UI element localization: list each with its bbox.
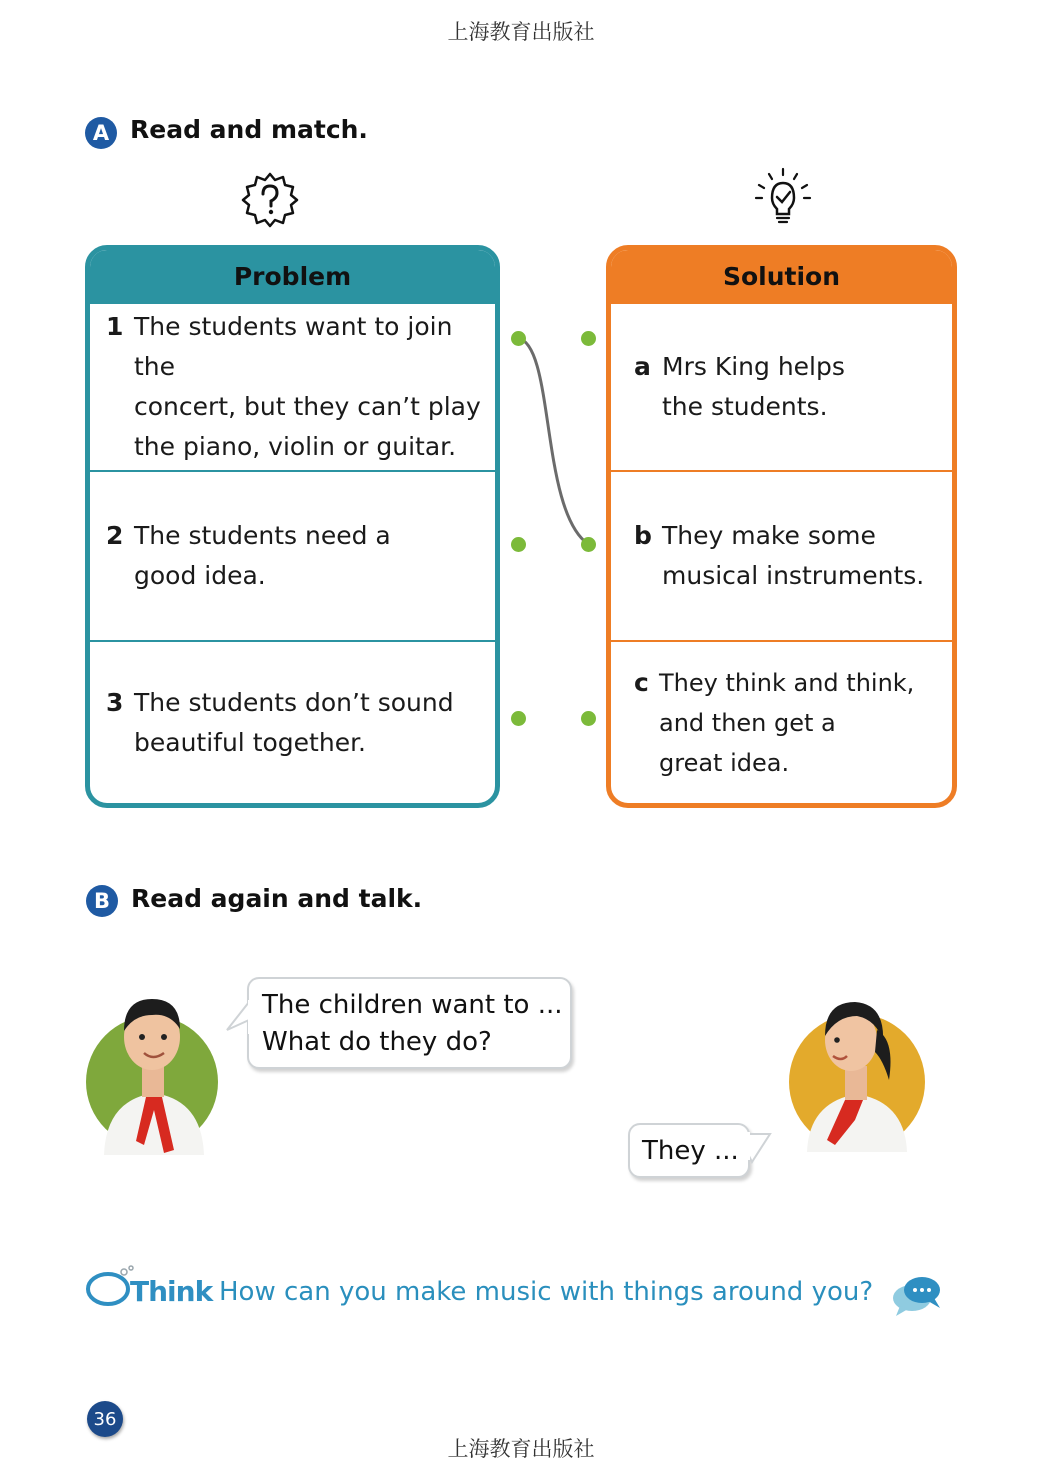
problem-1-dot[interactable] <box>511 331 526 346</box>
problem-line: the piano, violin or guitar. <box>134 432 457 461</box>
problem-line: The students don’t sound <box>134 687 454 717</box>
solution-line: and then get a <box>659 708 836 737</box>
problem-line: concert, but they can’t play <box>134 392 481 421</box>
girl-bubble-text: They ... <box>642 1136 739 1166</box>
solution-line: great idea. <box>659 748 790 777</box>
think-question: How can you make music with things around you? <box>219 1277 874 1307</box>
solution-a-dot[interactable] <box>581 331 596 346</box>
problem-line: good idea. <box>134 561 266 590</box>
girl-bubble-tail <box>746 1132 772 1166</box>
section-a-badge: A <box>85 117 117 149</box>
problem-number: 1 <box>106 312 124 341</box>
solution-line: They make some <box>662 521 876 550</box>
solution-line: Mrs King helps <box>662 352 845 381</box>
section-b-title: Read again and talk. <box>131 884 423 913</box>
boy-avatar <box>84 985 224 1155</box>
problem-line: The students want to join the <box>134 312 453 381</box>
solution-line: the students. <box>662 392 828 421</box>
solution-c-dot[interactable] <box>581 711 596 726</box>
problem-number: 3 <box>106 687 124 717</box>
problem-line: The students need a <box>134 521 391 550</box>
think-label: Think <box>130 1275 213 1308</box>
solution-line: They think and think, <box>659 668 915 697</box>
page-number: 36 <box>87 1401 123 1437</box>
think-cloud-icon <box>84 1263 134 1307</box>
chat-bubbles-icon <box>890 1272 944 1318</box>
solution-letter: b <box>634 521 652 550</box>
solution-line: musical instruments. <box>662 561 925 590</box>
girl-avatar <box>785 990 930 1152</box>
problem-line: beautiful together. <box>134 727 367 757</box>
problem-3-dot[interactable] <box>511 711 526 726</box>
problem-2-dot[interactable] <box>511 537 526 552</box>
publisher-header: 上海教育出版社 <box>447 20 595 44</box>
problem-header: Problem <box>90 250 495 302</box>
boy-speech-bubble <box>247 977 572 1069</box>
solution-letter: a <box>634 352 651 381</box>
publisher-footer: 上海教育出版社 <box>447 1437 595 1461</box>
section-b-badge: B <box>86 885 118 917</box>
example-match-line <box>518 338 588 544</box>
problem-number: 2 <box>106 521 124 550</box>
boy-bubble-line-1: The children want to ... <box>262 990 563 1020</box>
section-a-title: Read and match. <box>130 115 368 144</box>
solution-letter: c <box>634 667 649 697</box>
solution-b-dot[interactable] <box>581 537 596 552</box>
solution-header: Solution <box>611 250 952 302</box>
boy-bubble-tail <box>225 1000 251 1034</box>
boy-bubble-line-2: What do they do? <box>262 1027 492 1057</box>
girl-speech-bubble <box>628 1123 750 1178</box>
